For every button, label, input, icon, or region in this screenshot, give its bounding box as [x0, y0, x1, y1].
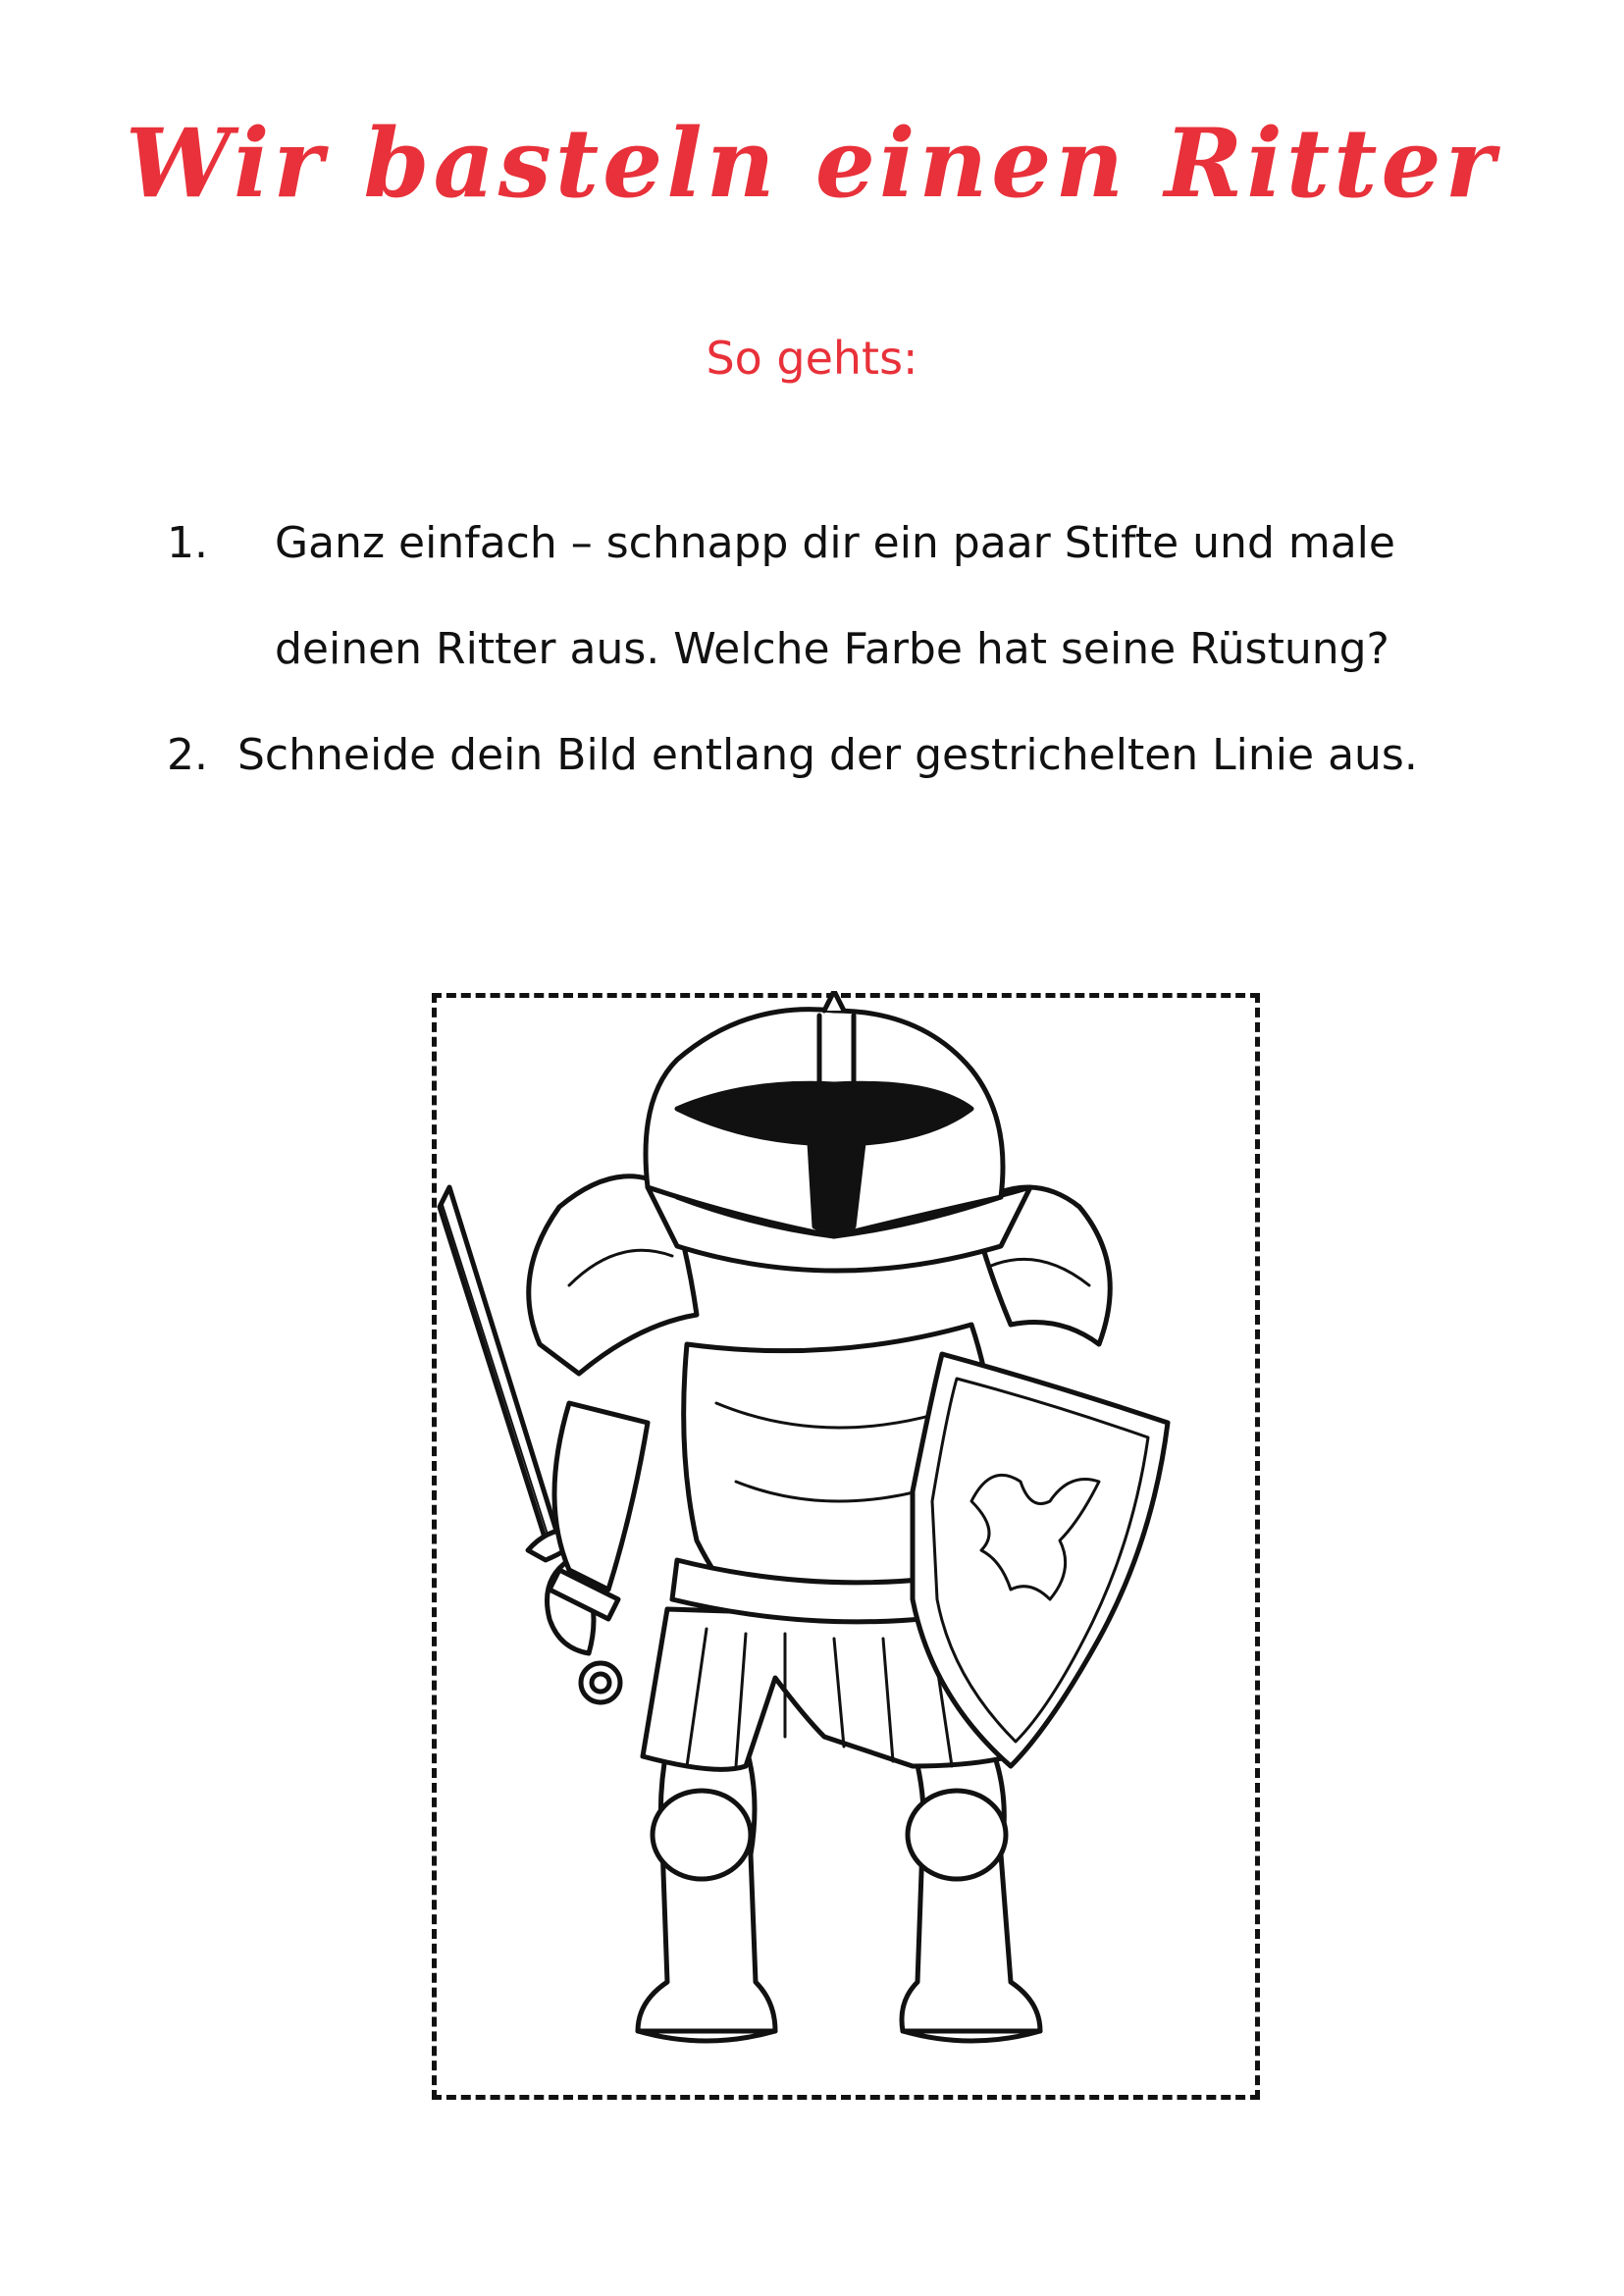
- instruction-list: [167, 491, 1580, 809]
- step-text: Schneide dein Bild entlang der gestrichelten Linie aus.: [237, 730, 1418, 780]
- page-title: Wir basteln einen Ritter: [125, 108, 1499, 219]
- step-text: Ganz einfach – schnapp dir ein paar Stifte und male deinen Ritter aus. Welche Farbe hat seine Rüstung?: [275, 518, 1395, 674]
- step-number: 1.: [167, 518, 208, 568]
- leg-armor: [638, 1747, 1040, 2041]
- instruction-step-2: [167, 703, 1580, 809]
- instructions-heading: So gehts:: [706, 332, 918, 385]
- step-number: 2.: [167, 730, 208, 780]
- knight-illustration: [422, 991, 1285, 2100]
- helmet-icon: [646, 991, 1003, 1236]
- instruction-step-1: [167, 491, 1580, 703]
